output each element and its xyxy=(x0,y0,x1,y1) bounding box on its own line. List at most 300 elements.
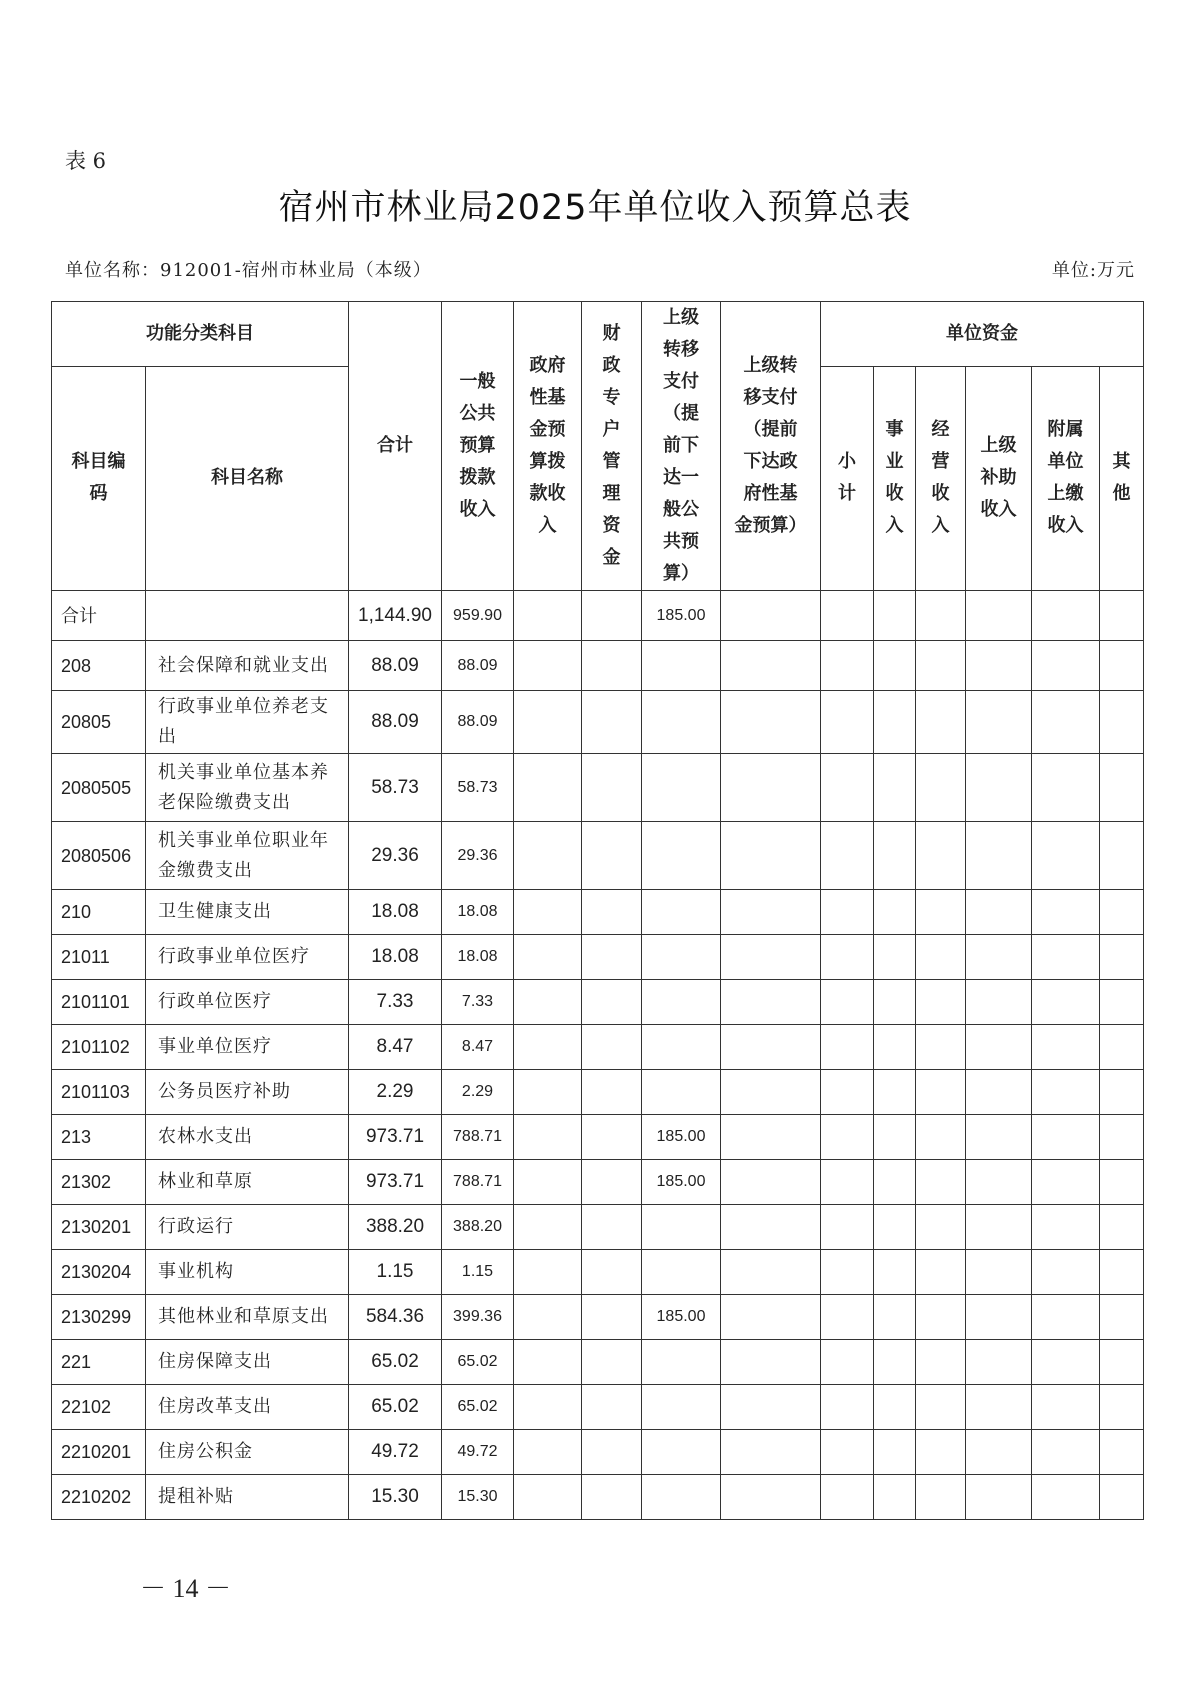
cell-special-fund xyxy=(582,890,642,935)
cell-operating-income xyxy=(916,890,966,935)
cell-special-fund xyxy=(582,641,642,691)
cell-gov-fund xyxy=(514,691,582,754)
cell-other xyxy=(1100,1160,1144,1205)
cell-affiliated-income xyxy=(1032,890,1100,935)
cell-total: 49.72 xyxy=(349,1430,442,1475)
cell-transfer-gov-fund xyxy=(721,754,821,822)
cell-total: 2.29 xyxy=(349,1070,442,1115)
cell-general-budget: 88.09 xyxy=(442,691,514,754)
table-row xyxy=(52,1295,1144,1340)
cell-business-income xyxy=(874,822,916,890)
cell-transfer-gov-fund xyxy=(721,1340,821,1385)
cell-gov-fund xyxy=(514,1385,582,1430)
cell-code: 208 xyxy=(52,641,146,691)
cell-other xyxy=(1100,822,1144,890)
cell-business-income xyxy=(874,1295,916,1340)
cell-subtotal xyxy=(821,1430,874,1475)
cell-operating-income xyxy=(916,822,966,890)
cell-name: 事业单位医疗 xyxy=(146,1025,349,1070)
table-label: 表 6 xyxy=(65,149,107,173)
page-number: － 14 － xyxy=(140,1574,232,1603)
cell-superior-subsidy xyxy=(966,1205,1032,1250)
cell-total: 88.09 xyxy=(349,691,442,754)
cell-total: 18.08 xyxy=(349,890,442,935)
cell-transfer-gov-fund xyxy=(721,1205,821,1250)
cell-transfer-general xyxy=(642,1430,721,1475)
cell-total: 58.73 xyxy=(349,754,442,822)
cell-subtotal xyxy=(821,591,874,641)
cell-code: 2210202 xyxy=(52,1475,146,1520)
table-row xyxy=(52,1385,1144,1430)
cell-subtotal xyxy=(821,1115,874,1160)
cell-total: 29.36 xyxy=(349,822,442,890)
cell-special-fund xyxy=(582,1295,642,1340)
cell-affiliated-income xyxy=(1032,1070,1100,1115)
cell-business-income xyxy=(874,591,916,641)
cell-code: 合计 xyxy=(52,591,146,641)
cell-transfer-general xyxy=(642,641,721,691)
cell-general-budget: 388.20 xyxy=(442,1205,514,1250)
cell-other xyxy=(1100,980,1144,1025)
cell-special-fund xyxy=(582,822,642,890)
cell-total: 584.36 xyxy=(349,1295,442,1340)
cell-transfer-gov-fund xyxy=(721,691,821,754)
cell-general-budget: 8.47 xyxy=(442,1025,514,1070)
cell-affiliated-income xyxy=(1032,822,1100,890)
cell-subtotal xyxy=(821,1340,874,1385)
income-budget-table xyxy=(51,301,1144,1520)
cell-total: 973.71 xyxy=(349,1160,442,1205)
cell-subtotal xyxy=(821,1295,874,1340)
cell-transfer-general xyxy=(642,754,721,822)
cell-name: 行政单位医疗 xyxy=(146,980,349,1025)
cell-other xyxy=(1100,1430,1144,1475)
cell-gov-fund xyxy=(514,1025,582,1070)
cell-affiliated-income xyxy=(1032,591,1100,641)
cell-affiliated-income xyxy=(1032,980,1100,1025)
cell-operating-income xyxy=(916,691,966,754)
table-row xyxy=(52,641,1144,691)
cell-code: 21302 xyxy=(52,1160,146,1205)
cell-gov-fund xyxy=(514,1250,582,1295)
cell-general-budget: 58.73 xyxy=(442,754,514,822)
cell-gov-fund xyxy=(514,591,582,641)
cell-other xyxy=(1100,1340,1144,1385)
cell-total: 8.47 xyxy=(349,1025,442,1070)
cell-transfer-gov-fund xyxy=(721,1115,821,1160)
cell-transfer-gov-fund xyxy=(721,890,821,935)
cell-operating-income xyxy=(916,1385,966,1430)
cell-gov-fund xyxy=(514,1205,582,1250)
cell-other xyxy=(1100,890,1144,935)
cell-other xyxy=(1100,691,1144,754)
cell-other xyxy=(1100,754,1144,822)
cell-superior-subsidy xyxy=(966,1250,1032,1295)
cell-transfer-gov-fund xyxy=(721,1025,821,1070)
cell-name xyxy=(146,591,349,641)
cell-transfer-general: 185.00 xyxy=(642,1295,721,1340)
cell-code: 2130299 xyxy=(52,1295,146,1340)
cell-superior-subsidy xyxy=(966,641,1032,691)
cell-business-income xyxy=(874,1160,916,1205)
cell-transfer-general xyxy=(642,1385,721,1430)
cell-general-budget: 49.72 xyxy=(442,1430,514,1475)
cell-other xyxy=(1100,1115,1144,1160)
cell-business-income xyxy=(874,1430,916,1475)
cell-operating-income xyxy=(916,1340,966,1385)
table-row xyxy=(52,1115,1144,1160)
cell-gov-fund xyxy=(514,1160,582,1205)
cell-transfer-general xyxy=(642,1340,721,1385)
cell-affiliated-income xyxy=(1032,641,1100,691)
cell-name: 公务员医疗补助 xyxy=(146,1070,349,1115)
header-transfer-gov-fund: 上级转 移支付 （提前 下达政 府性基 金预算） xyxy=(721,302,821,591)
cell-superior-subsidy xyxy=(966,691,1032,754)
cell-special-fund xyxy=(582,1025,642,1070)
cell-gov-fund xyxy=(514,1430,582,1475)
cell-gov-fund xyxy=(514,822,582,890)
cell-operating-income xyxy=(916,1430,966,1475)
cell-name: 行政运行 xyxy=(146,1205,349,1250)
table-row xyxy=(52,591,1144,641)
cell-gov-fund xyxy=(514,980,582,1025)
cell-total: 388.20 xyxy=(349,1205,442,1250)
cell-transfer-general xyxy=(642,1070,721,1115)
cell-special-fund xyxy=(582,754,642,822)
cell-superior-subsidy xyxy=(966,980,1032,1025)
cell-name: 社会保障和就业支出 xyxy=(146,641,349,691)
cell-name: 其他林业和草原支出 xyxy=(146,1295,349,1340)
header-gov-fund: 政府 性基 金预 算拨 款收 入 xyxy=(514,302,582,591)
cell-subtotal xyxy=(821,1205,874,1250)
table-row xyxy=(52,1340,1144,1385)
cell-transfer-general: 185.00 xyxy=(642,1115,721,1160)
cell-other xyxy=(1100,1475,1144,1520)
cell-transfer-gov-fund xyxy=(721,1295,821,1340)
cell-subtotal xyxy=(821,1475,874,1520)
cell-other xyxy=(1100,641,1144,691)
cell-code: 210 xyxy=(52,890,146,935)
table-row xyxy=(52,1475,1144,1520)
cell-other xyxy=(1100,1385,1144,1430)
cell-transfer-gov-fund xyxy=(721,1160,821,1205)
cell-total: 1,144.90 xyxy=(349,591,442,641)
cell-subtotal xyxy=(821,1070,874,1115)
cell-business-income xyxy=(874,1475,916,1520)
cell-transfer-general xyxy=(642,1025,721,1070)
cell-general-budget: 88.09 xyxy=(442,641,514,691)
table-row xyxy=(52,1160,1144,1205)
cell-superior-subsidy xyxy=(966,822,1032,890)
cell-gov-fund xyxy=(514,641,582,691)
cell-affiliated-income xyxy=(1032,1340,1100,1385)
table-row xyxy=(52,1430,1144,1475)
cell-code: 2130201 xyxy=(52,1205,146,1250)
cell-total: 65.02 xyxy=(349,1340,442,1385)
cell-transfer-general xyxy=(642,822,721,890)
header-operating-income: 经 营 收 入 xyxy=(916,366,966,590)
cell-operating-income xyxy=(916,1475,966,1520)
cell-special-fund xyxy=(582,691,642,754)
cell-affiliated-income xyxy=(1032,691,1100,754)
cell-special-fund xyxy=(582,1160,642,1205)
cell-code: 2101102 xyxy=(52,1025,146,1070)
cell-subtotal xyxy=(821,890,874,935)
table-row xyxy=(52,1205,1144,1250)
cell-subtotal xyxy=(821,980,874,1025)
cell-superior-subsidy xyxy=(966,591,1032,641)
cell-gov-fund xyxy=(514,1295,582,1340)
cell-transfer-general xyxy=(642,1205,721,1250)
cell-subtotal xyxy=(821,754,874,822)
header-affiliated-income: 附属 单位 上缴 收入 xyxy=(1032,366,1100,590)
cell-general-budget: 65.02 xyxy=(442,1385,514,1430)
cell-affiliated-income xyxy=(1032,1160,1100,1205)
cell-special-fund xyxy=(582,1205,642,1250)
header-general-budget: 一般 公共 预算 拨款 收入 xyxy=(442,302,514,591)
cell-business-income xyxy=(874,890,916,935)
cell-gov-fund xyxy=(514,1340,582,1385)
cell-special-fund xyxy=(582,1385,642,1430)
cell-special-fund xyxy=(582,1070,642,1115)
cell-name: 住房保障支出 xyxy=(146,1340,349,1385)
cell-subtotal xyxy=(821,641,874,691)
table-row xyxy=(52,1250,1144,1295)
cell-subtotal xyxy=(821,822,874,890)
cell-code: 21011 xyxy=(52,935,146,980)
cell-operating-income xyxy=(916,1025,966,1070)
cell-name: 住房公积金 xyxy=(146,1430,349,1475)
cell-gov-fund xyxy=(514,1475,582,1520)
cell-code: 2130204 xyxy=(52,1250,146,1295)
cell-superior-subsidy xyxy=(966,1160,1032,1205)
header-business-income: 事 业 收 入 xyxy=(874,366,916,590)
cell-operating-income xyxy=(916,641,966,691)
cell-superior-subsidy xyxy=(966,1385,1032,1430)
header-transfer-general: 上级 转移 支付 （提 前下 达一 般公 共预 算） xyxy=(642,302,721,591)
page-title: 宿州市林业局2025年单位收入预算总表 xyxy=(278,188,912,228)
cell-operating-income xyxy=(916,1205,966,1250)
cell-affiliated-income xyxy=(1032,1115,1100,1160)
cell-business-income xyxy=(874,691,916,754)
cell-gov-fund xyxy=(514,1070,582,1115)
cell-transfer-general xyxy=(642,935,721,980)
cell-code: 221 xyxy=(52,1340,146,1385)
cell-business-income xyxy=(874,1250,916,1295)
cell-subtotal xyxy=(821,691,874,754)
unit-name: 单位名称：912001-宿州市林业局（本级） xyxy=(65,260,432,281)
cell-business-income xyxy=(874,1340,916,1385)
cell-business-income xyxy=(874,754,916,822)
cell-name: 卫生健康支出 xyxy=(146,890,349,935)
cell-total: 18.08 xyxy=(349,935,442,980)
cell-name: 住房改革支出 xyxy=(146,1385,349,1430)
table-row xyxy=(52,754,1144,822)
cell-operating-income xyxy=(916,1250,966,1295)
cell-transfer-gov-fund xyxy=(721,935,821,980)
cell-operating-income xyxy=(916,1115,966,1160)
cell-operating-income xyxy=(916,754,966,822)
cell-name: 农林水支出 xyxy=(146,1115,349,1160)
cell-transfer-general: 185.00 xyxy=(642,591,721,641)
cell-total: 973.71 xyxy=(349,1115,442,1160)
cell-business-income xyxy=(874,1205,916,1250)
cell-code: 20805 xyxy=(52,691,146,754)
cell-operating-income xyxy=(916,1070,966,1115)
cell-affiliated-income xyxy=(1032,754,1100,822)
cell-general-budget: 7.33 xyxy=(442,980,514,1025)
table-row xyxy=(52,935,1144,980)
cell-subtotal xyxy=(821,1160,874,1205)
cell-superior-subsidy xyxy=(966,1430,1032,1475)
header-unit-funds-group: 单位资金 xyxy=(821,302,1144,367)
cell-transfer-gov-fund xyxy=(721,1385,821,1430)
cell-special-fund xyxy=(582,1250,642,1295)
cell-special-fund xyxy=(582,1475,642,1520)
cell-subtotal xyxy=(821,1250,874,1295)
cell-general-budget: 399.36 xyxy=(442,1295,514,1340)
cell-business-income xyxy=(874,1025,916,1070)
cell-transfer-gov-fund xyxy=(721,980,821,1025)
cell-code: 213 xyxy=(52,1115,146,1160)
cell-business-income xyxy=(874,1115,916,1160)
cell-other xyxy=(1100,1295,1144,1340)
table-row xyxy=(52,691,1144,754)
cell-transfer-gov-fund xyxy=(721,1070,821,1115)
cell-superior-subsidy xyxy=(966,1115,1032,1160)
cell-total: 7.33 xyxy=(349,980,442,1025)
cell-general-budget: 1.15 xyxy=(442,1250,514,1295)
header-name: 科目名称 xyxy=(146,366,349,590)
cell-business-income xyxy=(874,1070,916,1115)
cell-code: 2080505 xyxy=(52,754,146,822)
cell-transfer-general xyxy=(642,980,721,1025)
cell-other xyxy=(1100,1205,1144,1250)
cell-transfer-gov-fund xyxy=(721,591,821,641)
cell-gov-fund xyxy=(514,935,582,980)
cell-gov-fund xyxy=(514,754,582,822)
cell-affiliated-income xyxy=(1032,1205,1100,1250)
cell-transfer-gov-fund xyxy=(721,822,821,890)
cell-general-budget: 788.71 xyxy=(442,1160,514,1205)
cell-name: 提租补贴 xyxy=(146,1475,349,1520)
cell-other xyxy=(1100,935,1144,980)
cell-transfer-general xyxy=(642,890,721,935)
cell-name: 林业和草原 xyxy=(146,1160,349,1205)
cell-affiliated-income xyxy=(1032,1250,1100,1295)
cell-operating-income xyxy=(916,980,966,1025)
cell-name: 机关事业单位基本养老保险缴费支出 xyxy=(146,754,349,822)
cell-affiliated-income xyxy=(1032,935,1100,980)
cell-special-fund xyxy=(582,591,642,641)
cell-superior-subsidy xyxy=(966,1025,1032,1070)
cell-affiliated-income xyxy=(1032,1475,1100,1520)
cell-subtotal xyxy=(821,1025,874,1070)
cell-transfer-general: 185.00 xyxy=(642,1160,721,1205)
cell-code: 2080506 xyxy=(52,822,146,890)
cell-business-income xyxy=(874,980,916,1025)
cell-code: 2210201 xyxy=(52,1430,146,1475)
cell-general-budget: 18.08 xyxy=(442,890,514,935)
cell-general-budget: 65.02 xyxy=(442,1340,514,1385)
header-other: 其 他 xyxy=(1100,366,1144,590)
cell-transfer-general xyxy=(642,691,721,754)
cell-general-budget: 788.71 xyxy=(442,1115,514,1160)
cell-general-budget: 18.08 xyxy=(442,935,514,980)
table-row xyxy=(52,822,1144,890)
table-body xyxy=(52,591,1144,1520)
cell-transfer-gov-fund xyxy=(721,641,821,691)
header-special-fund: 财 政 专 户 管 理 资 金 xyxy=(582,302,642,591)
cell-gov-fund xyxy=(514,890,582,935)
cell-affiliated-income xyxy=(1032,1430,1100,1475)
table-row xyxy=(52,1025,1144,1070)
cell-affiliated-income xyxy=(1032,1385,1100,1430)
cell-name: 事业机构 xyxy=(146,1250,349,1295)
cell-other xyxy=(1100,1250,1144,1295)
cell-business-income xyxy=(874,641,916,691)
cell-code: 2101101 xyxy=(52,980,146,1025)
cell-superior-subsidy xyxy=(966,890,1032,935)
cell-code: 2101103 xyxy=(52,1070,146,1115)
table-row xyxy=(52,890,1144,935)
cell-affiliated-income xyxy=(1032,1295,1100,1340)
cell-operating-income xyxy=(916,591,966,641)
header-total: 合计 xyxy=(349,302,442,591)
cell-operating-income xyxy=(916,1160,966,1205)
cell-other xyxy=(1100,591,1144,641)
cell-total: 1.15 xyxy=(349,1250,442,1295)
cell-general-budget: 15.30 xyxy=(442,1475,514,1520)
cell-superior-subsidy xyxy=(966,1295,1032,1340)
cell-operating-income xyxy=(916,1295,966,1340)
header-superior-subsidy: 上级 补助 收入 xyxy=(966,366,1032,590)
cell-total: 15.30 xyxy=(349,1475,442,1520)
cell-name: 机关事业单位职业年金缴费支出 xyxy=(146,822,349,890)
cell-superior-subsidy xyxy=(966,1340,1032,1385)
cell-superior-subsidy xyxy=(966,935,1032,980)
cell-special-fund xyxy=(582,1340,642,1385)
table-row xyxy=(52,1070,1144,1115)
cell-operating-income xyxy=(916,935,966,980)
table-row xyxy=(52,980,1144,1025)
cell-transfer-gov-fund xyxy=(721,1250,821,1295)
cell-subtotal xyxy=(821,935,874,980)
cell-subtotal xyxy=(821,1385,874,1430)
cell-total: 65.02 xyxy=(349,1385,442,1430)
cell-general-budget: 959.90 xyxy=(442,591,514,641)
cell-transfer-general xyxy=(642,1475,721,1520)
cell-transfer-general xyxy=(642,1250,721,1295)
cell-superior-subsidy xyxy=(966,1475,1032,1520)
cell-name: 行政事业单位医疗 xyxy=(146,935,349,980)
cell-special-fund xyxy=(582,1115,642,1160)
cell-business-income xyxy=(874,1385,916,1430)
cell-superior-subsidy xyxy=(966,1070,1032,1115)
cell-total: 88.09 xyxy=(349,641,442,691)
cell-name: 行政事业单位养老支出 xyxy=(146,691,349,754)
cell-general-budget: 2.29 xyxy=(442,1070,514,1115)
cell-other xyxy=(1100,1070,1144,1115)
cell-special-fund xyxy=(582,1430,642,1475)
cell-business-income xyxy=(874,935,916,980)
header-code: 科目编 码 xyxy=(52,366,146,590)
cell-general-budget: 29.36 xyxy=(442,822,514,890)
unit-label: 单位:万元 xyxy=(1051,260,1135,281)
cell-affiliated-income xyxy=(1032,1025,1100,1070)
header-subtotal: 小 计 xyxy=(821,366,874,590)
cell-superior-subsidy xyxy=(966,754,1032,822)
